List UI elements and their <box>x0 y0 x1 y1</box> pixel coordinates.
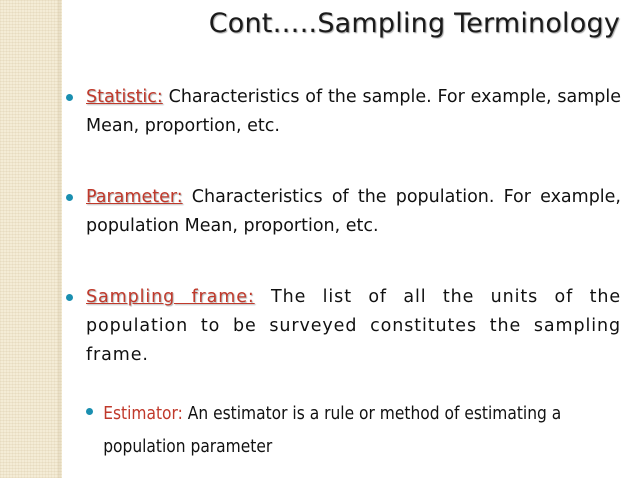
bullet-parameter <box>66 183 621 241</box>
term-definition-line2: population parameter <box>103 436 273 457</box>
slide-title: Cont…..Sampling Terminology <box>208 8 620 39</box>
bullet-dot-icon <box>66 194 73 201</box>
bullet-dot-icon <box>66 94 73 101</box>
term-definition: The list of all the units of the population to be surveyed constitutes the sampling frame. <box>86 287 621 365</box>
term-label: Parameter: <box>86 187 183 207</box>
term-definition-line1: An estimator is a rule or method of estimating a <box>182 403 562 424</box>
bullet-text <box>66 183 621 241</box>
bullet-statistic <box>66 83 621 141</box>
decorative-side-strip <box>0 0 62 478</box>
bullet-sampling-frame <box>66 283 621 370</box>
term-definition: Characteristics of the population. For example, population Mean, proportion, etc. <box>86 187 621 236</box>
term-label: Estimator: <box>103 403 183 424</box>
bullet-text <box>66 83 621 141</box>
bullet-text <box>86 397 638 463</box>
bullet-text <box>66 283 621 370</box>
term-label: Sampling frame: <box>86 287 255 307</box>
bullet-dot-icon <box>66 294 73 301</box>
bullet-estimator <box>86 397 638 463</box>
term-label: Statistic: <box>86 87 163 107</box>
term-definition: Characteristics of the sample. For example, sample Mean, proportion, etc. <box>86 87 621 136</box>
